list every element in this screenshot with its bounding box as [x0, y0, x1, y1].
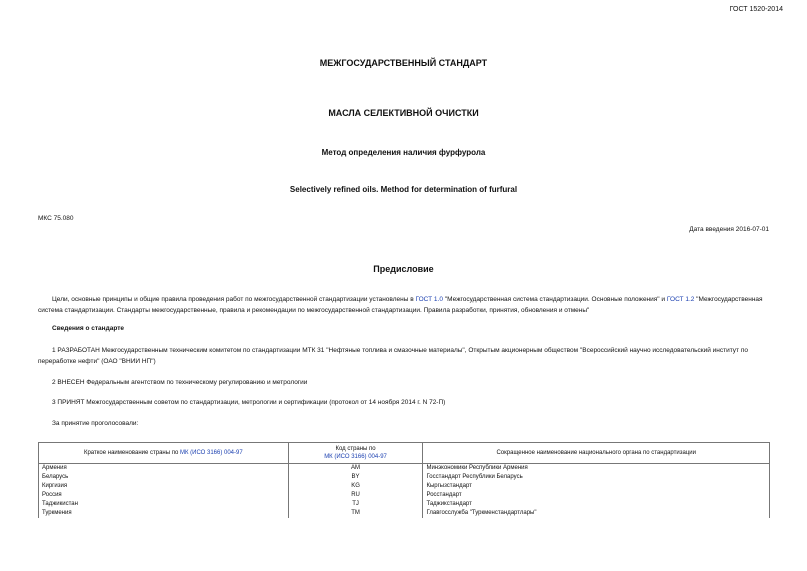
body-cell: Таджикстандарт — [423, 500, 770, 509]
body-cell: Минэкономики Республики Армения — [423, 464, 770, 474]
code-cell: KG — [288, 482, 423, 491]
country-cell: Киргизия — [39, 482, 289, 491]
country-cell: Туркмения — [39, 509, 289, 518]
mk-iso-link[interactable]: МК (ИСО 3166) 004-97 — [179, 450, 243, 456]
standard-info-heading: Сведения о стандарте — [52, 325, 125, 332]
document-subtitle: Метод определения наличия фурфурола — [321, 148, 486, 157]
country-header-text: Краткое наименование страны по — [83, 450, 180, 456]
voting-table — [38, 442, 770, 518]
body-cell: Госстандарт Республики Беларусь — [423, 473, 770, 482]
table-row — [39, 482, 770, 491]
code-cell: AM — [288, 464, 423, 474]
document-number: ГОСТ 1520-2014 — [729, 6, 783, 13]
code-header-text: Код страны по — [335, 446, 376, 452]
introduction-date: Дата введения 2016-07-01 — [689, 226, 769, 233]
table-row — [39, 500, 770, 509]
item-developed: 1 РАЗРАБОТАН Межгосударственным техническим комитетом по стандартизации МТК 31 "Нефтяные топлива и смазочные материалы", Открытым акционерным обществом "Всероссийский научно исследовательский институт по переработке нефти" (ОАО "ВНИИ НП") — [38, 347, 748, 365]
column-header-body: Сокращенное наименование национального органа по стандартизации — [423, 443, 770, 464]
code-cell: TJ — [288, 500, 423, 509]
code-cell: TM — [288, 509, 423, 518]
english-title: Selectively refined oils. Method for determination of furfural — [289, 185, 518, 194]
body-cell: Главгосслужба "Туркменстандартлары" — [423, 509, 770, 518]
country-cell: Россия — [39, 491, 289, 500]
mk-iso-code-link[interactable]: МК (ИСО 3166) 004-97 — [324, 454, 387, 460]
intro-text-2: "Межгосударственная система стандартизации. Основные положения" и — [442, 296, 667, 303]
table-row — [39, 473, 770, 482]
foreword-heading: Предисловие — [373, 264, 434, 274]
document-title: МАСЛА СЕЛЕКТИВНОЙ ОЧИСТКИ — [328, 108, 479, 118]
table-row — [39, 464, 770, 474]
intro-text-3: "Межгосударственная система стандартизации. Стандарты межгосударственные, правила и рекомендации по межгосударственной стандартизации. Правила разработки, принятия, обновления и отмены" — [38, 296, 763, 314]
item-adopted: 3 ПРИНЯТ Межгосударственным советом по стандартизации, метрологии и сертификации (протокол от 14 ноября 2014 г. N 72-П) — [52, 399, 446, 406]
gost-1-0-link[interactable]: ГОСТ 1.0 — [415, 296, 443, 303]
item-submitted: 2 ВНЕСЕН Федеральным агентством по техническому регулированию и метрологии — [52, 379, 308, 386]
intro-text-1: Цели, основные принципы и общие правила проведения работ по межгосударственной стандартизации установлены в — [52, 296, 416, 303]
table-header-row — [39, 443, 770, 464]
mks-code: МКС 75.080 — [38, 215, 74, 222]
gost-1-2-link[interactable]: ГОСТ 1.2 — [666, 296, 695, 303]
country-cell: Армения — [39, 464, 289, 474]
intro-paragraph — [38, 294, 770, 316]
country-cell: Таджикистан — [39, 500, 289, 509]
standard-type-heading: МЕЖГОСУДАРСТВЕННЫЙ СТАНДАРТ — [319, 58, 488, 68]
code-cell: BY — [288, 473, 423, 482]
country-cell: Беларусь — [39, 473, 289, 482]
column-header-country — [39, 443, 289, 464]
code-cell: RU — [288, 491, 423, 500]
body-cell: Росстандарт — [423, 491, 770, 500]
body-cell: Кыргызстандарт — [423, 482, 770, 491]
table-row — [39, 491, 770, 500]
voted-label: За принятие проголосовали: — [52, 420, 139, 427]
table-row — [39, 509, 770, 518]
column-header-code — [288, 443, 423, 464]
